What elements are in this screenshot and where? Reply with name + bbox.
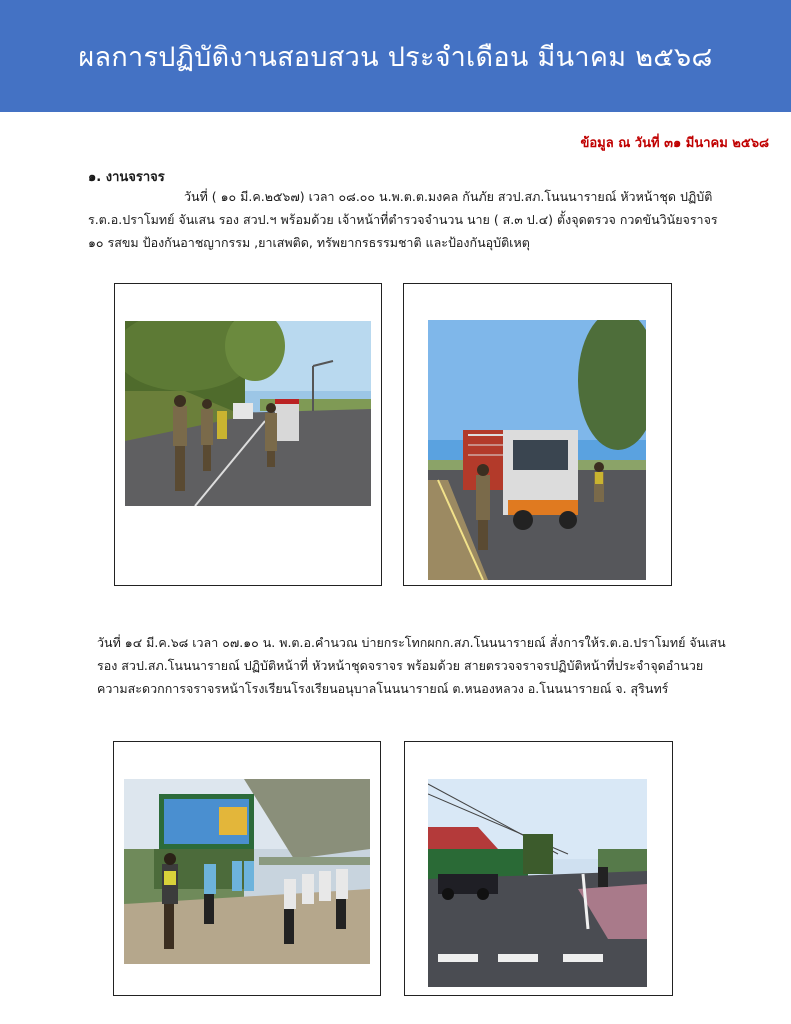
page-title: ผลการปฏิบัติงานสอบสวน ประจำเดือน มีนาคม ๒๕๖๘ bbox=[78, 41, 713, 73]
truck-inspection-photo bbox=[428, 320, 646, 580]
school-gate-traffic-photo bbox=[124, 779, 370, 964]
section-paragraph-2: วันที่ ๑๔ มี.ค.๖๘ เวลา ๐๗.๑๐ น. พ.ต.อ.คำนวณ บ่ายกระโทกผกก.สภ.โนนนารายณ์ สั่งการให้ร.ต.อ.ปราโมทย์ จันเสน รอง สวป.สภ.โนนนารายณ์ ปฏิบัติหน้าที่ หัวหน้าชุดจราจร พร้อมด้วย สายตรวจจราจรปฏิบัติหน้าที่ประจำจุดอำนวยความสะดวกการจราจรหน้าโรงเรียนโรงเรียนอนุบาลโนนนารายณ์ ต.หนองหลวง อ.โนนนารายณ์ จ. สุรินทร์ bbox=[97, 635, 726, 696]
checkpoint-officers-photo bbox=[125, 321, 371, 506]
as-of-date: ข้อมูล ณ วันที่ ๓๑ มีนาคม ๒๕๖๘ bbox=[580, 136, 769, 151]
road-crossing-photo bbox=[428, 779, 647, 987]
section-paragraph-1: วันที่ ( ๑๐ มี.ค.๒๕๖๗) เวลา ๐๘.๐๐ น.พ.ต.ต.มงคล กันภัย สวป.สภ.โนนนารายณ์ หัวหน้าชุด ปฏิบัติ ร.ต.อ.ปราโมทย์ จันเสน รอง สวป.ฯ พร้อมด้วย เจ้าหน้าที่ตำรวจจำนวน นาย ( ส.๓ ป.๔) ตั้งจุดตรวจ กวดขันวินัยจราจร ๑๐ รสขม ป้องกันอาชญากรรม ,ยาเสพติด, ทรัพยากรธรรมชาติ และป้องกันอุบัติเหตุ bbox=[88, 189, 718, 250]
header-banner bbox=[0, 0, 791, 112]
section-title: ๑. งานจราจร bbox=[88, 170, 165, 185]
